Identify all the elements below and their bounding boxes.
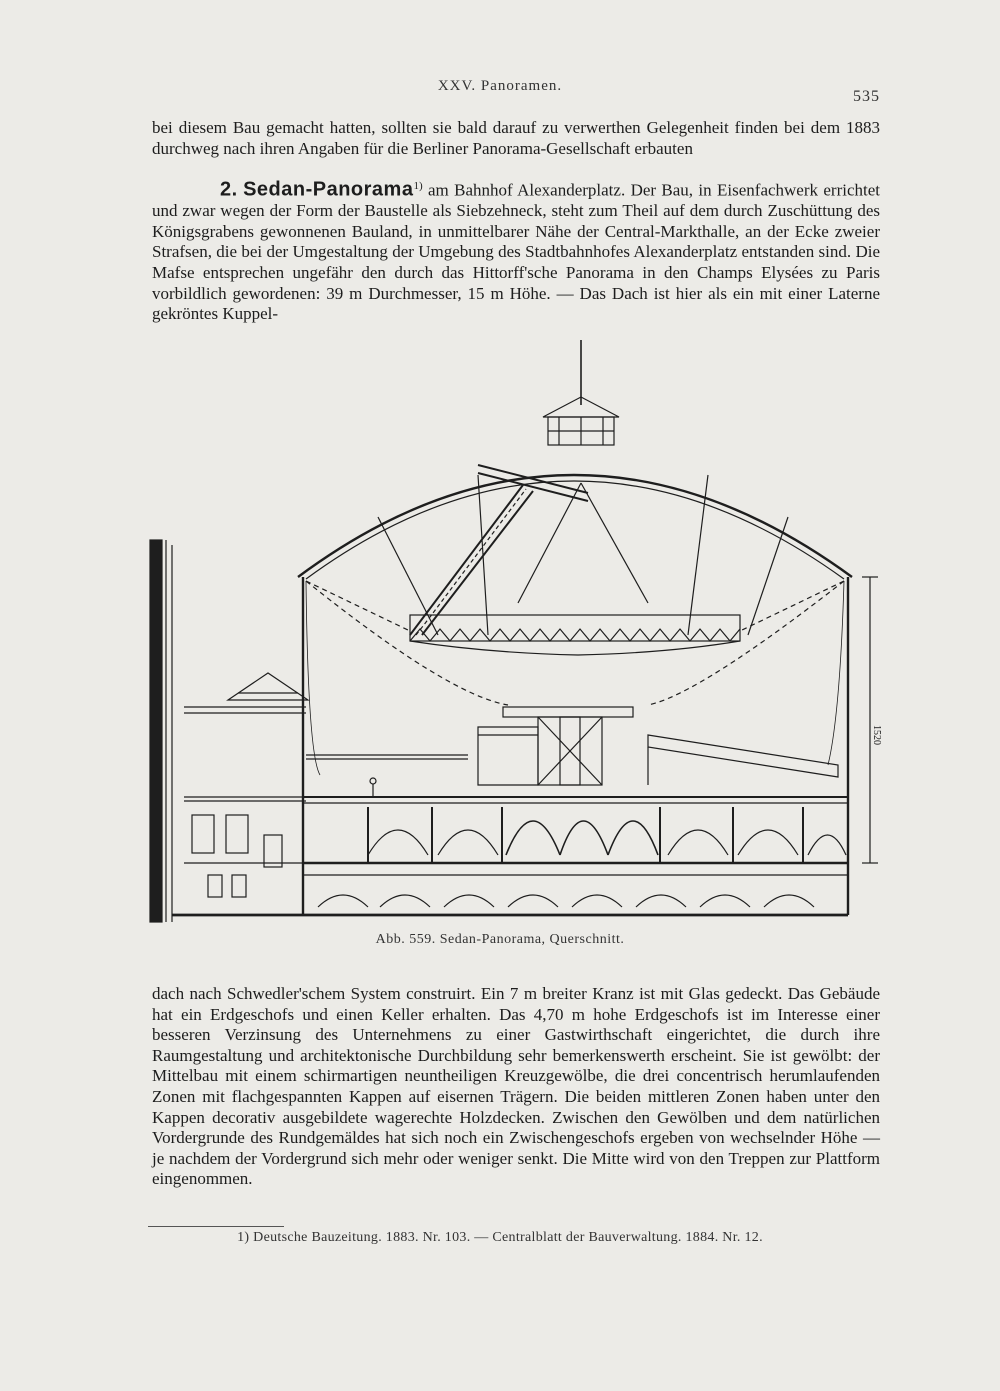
cross-section-drawing — [148, 335, 882, 927]
chimney — [150, 540, 162, 922]
section-text: am Bahnhof Alexanderplatz. Der Bau, in Eisenfachwerk errichtet und zwar wegen der Form der Baustelle als Siebzehneck, steht zum Theil auf dem durch Zuschüttung des Königsgrabens gewonnenen Bauland, in unmittelbarer Nähe der Central-Markthalle, an der Ecke zweier Strafsen, die bei der Umgestaltung der Umgebung des Stadtbahnhofes Alexanderplatz entstanden sind. Die Mafse entsprechen ungefähr den durch das Hittorff'sche Panorama in den Champs Elysées zu Paris vorbildlich gewordenen: 39 m Durchmesser, 15 m Höhe. — Das Dach ist hier als ein mit einer Laterne gekröntes Kuppel- — [152, 180, 881, 324]
footnote-reference: 1) — [413, 180, 423, 192]
paragraph-bottom-text: dach nach Schwedler'schem System construirt. Ein 7 m breiter Kranz ist mit Glas gedeckt. Das Gebäude hat ein Erdgeschofs und einen Keller erhalten. Das 4,70 m hohe Erdgeschofs ist im Interesse einer besseren Verzinsung des Unternehmens zu einer Gastwirthschaft eingerichtet, die durch ihre Raumgestaltung und architektonische Durchbildung sehr bemerkenswerth erscheint. Sie ist gewölbt: der Mittelbau mit einem schirmartigen neuntheiligen Kreuzgewölbe, die drei concentrisch herumlaufenden Zonen mit flachgespannten Kappen auf eisernen Trägern. Die beiden mittleren Zonen haben unter den Kappen decorativ ausgebildete wagerechte Holzdecken. Zwischen den Gewölben und dem natürlichen Vordergrunde des Rundgemäldes hat sich noch ein Zwischengeschofs ergeben von wechselnder Höhe — je nachdem der Vordergrund sich mehr oder weniger senkt. Die Mitte wird von den Treppen zur Plattform eingenommen. — [152, 984, 880, 1189]
paragraph-bottom — [152, 984, 880, 1190]
central-staircase — [306, 707, 838, 797]
figure-caption: Abb. 559. Sedan-Panorama, Querschnitt. — [375, 932, 625, 947]
section-sedan-panorama — [152, 176, 880, 325]
footnote: 1) Deutsche Bauzeitung. 1883. Nr. 103. — Centralblatt der Bauverwaltung. 1884. Nr. 12. — [237, 1230, 763, 1245]
dimension-label: 1520 — [871, 725, 882, 745]
cross-section-figure — [148, 335, 882, 927]
section-heading: Sedan-Panorama — [243, 178, 414, 201]
section-paragraph — [152, 176, 880, 325]
ground-floor-arches — [368, 807, 846, 863]
lantern — [543, 340, 619, 445]
paragraph-top-text: bei diesem Bau gemacht hatten, sollten sie bald darauf zu verwerthen Gelegenheit finden bei dem 1883 durchweg nach ihren Angaben für die Berliner Panorama-Gesellschaft erbauten — [152, 118, 880, 158]
running-head: XXV. Panoramen. — [437, 78, 563, 94]
section-number: 2. — [220, 178, 238, 201]
cellar — [172, 875, 848, 915]
footnote-rule — [148, 1226, 284, 1227]
page-number: 535 — [853, 88, 880, 105]
height-dimension — [862, 577, 878, 863]
paragraph-top — [152, 118, 880, 159]
left-annex — [184, 673, 308, 897]
rotating-truss — [410, 465, 588, 635]
